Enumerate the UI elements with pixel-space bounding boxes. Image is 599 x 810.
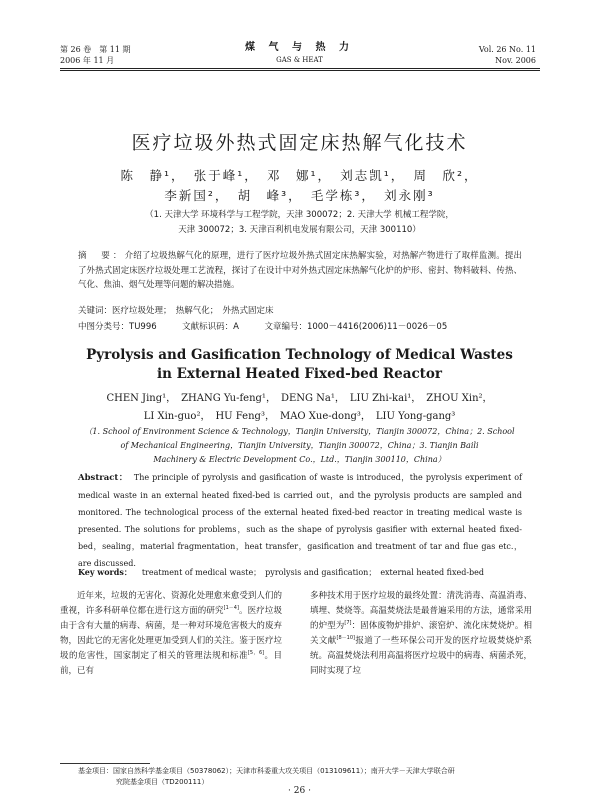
keywords-en — [78, 567, 522, 578]
body-left-text-1: 近年来，垃圾的无害化、资源化处理愈来愈受到人们的重视，许多科研单位都在进行这方面的研究 — [60, 591, 282, 616]
body-right-text-3: 报道了一些环保公司开发的医疗垃圾焚烧炉系统。高温焚烧法利用高温将医疗垃圾中的病毒、病菌杀死，同时实现了垃 — [310, 636, 532, 676]
keywords-cn-text: 医疗垃圾处理； 热解气化； 外热式固定床 — [112, 306, 274, 316]
journal-name-cn: 煤 气 与 热 力 — [245, 42, 354, 53]
affiliation-en-line2: of Mechanical Engineering，Tianjin University，Tianjin 300072，China；3. Tianjin Baili — [120, 441, 479, 450]
affiliation-en-line3: Machinery & Electric Development Co.，Ltd.，Tianjin 300110，China） — [153, 455, 446, 464]
keywords-en-text: treatment of medical waste； pyrolysis and gasification； external heated fixed-bed — [141, 568, 485, 577]
issue-date: 2006 年 11 月 — [60, 56, 115, 65]
abstract-cn-label: 摘 要： — [78, 251, 125, 261]
issue-date-en: Nov. 2006 — [495, 56, 536, 65]
body-right-text-2: ：固体废物炉排炉、滚窑炉、流化床焚烧炉。相关文献 — [310, 621, 532, 646]
authors-en-line2: LI Xin-guo²， HU Feng³， MAO Xue-dong³， LIU Yong-gang³ — [143, 411, 456, 422]
header-rule-2 — [60, 70, 540, 71]
keywords-en-label: Key words： — [78, 567, 132, 577]
body-left-column — [60, 589, 282, 679]
citation-8-10: [8－10] — [336, 635, 355, 642]
issue-info-en — [479, 44, 536, 66]
body-right-column — [310, 589, 532, 679]
keywords-cn-label: 关键词： — [78, 306, 113, 316]
affiliation-cn-line2: 天津 300072；3. 天津百利机电发展有限公司，天津 300110） — [178, 225, 421, 235]
body-right-text-1: 多种技术用于医疗垃圾的最终处置：清洗消毒、高温消毒、填埋、焚烧等。高温焚烧法是最普遍采用的方法，通常采用的炉型为 — [310, 591, 532, 631]
authors-en-line1: CHEN Jing¹， ZHANG Yu-feng¹， DENG Na¹， LIU Zhi-kai¹， ZHOU Xin²， — [106, 393, 493, 404]
body-left-text-2: 。医疗垃圾由于含有大量的病毒、病菌，是一种对环境危害极大的废弃物，因此它的无害化处理更加受到人们的关注。鉴于医疗垃圾的危害性，国家制定了相关的管理法规和标准 — [60, 606, 282, 661]
authors-cn-line2: 李新国²， 胡 峰³， 毛学栋³， 刘永刚³ — [164, 188, 435, 203]
keywords-cn — [78, 304, 274, 316]
title-en-line2: in External Heated Fixed-bed Reactor — [156, 366, 443, 382]
abstract-en-label: Abstract： — [78, 473, 128, 483]
citation-5-6: [5，6] — [247, 650, 265, 657]
volume-issue-en: Vol. 26 No. 11 — [478, 45, 536, 54]
affiliation-en-line1: （1. School of Environment Science & Technology，Tianjin University，Tianjin 300072，China；2. School — [84, 427, 515, 436]
authors-cn-line1: 陈 静¹， 张于峰¹， 邓 娜¹， 刘志凯¹， 周 欣²， — [120, 168, 479, 183]
volume-issue: 第 26 卷 第 11 期 — [60, 45, 131, 54]
citation-7: [7] — [344, 620, 352, 627]
affiliation-cn-line1: （1. 天津大学 环境科学与工程学院，天津 300072；2. 天津大学 机械工程学院， — [145, 210, 454, 220]
funding-line1: 基金项目：国家自然科学基金项目（50378062）；天津市科委重大攻关项目（013109611）；南开大学－天津大学联合研 — [78, 767, 455, 775]
funding-line2: 究院基金项目（TD200111） — [116, 778, 209, 786]
title-cn: 医疗垃圾外热式固定床热解气化技术 — [131, 132, 468, 154]
page-number: · 26 · — [288, 786, 311, 796]
abstract-cn-text: 介绍了垃圾热解气化的原理，进行了医疗垃圾外热式固定床热解实验，对热解产物进行了取样监测。提出了外热式固定床医疗垃圾处理工艺流程，探讨了在设计中对外热式固定床热解气化炉的炉形、密封、物料破料、传热、气化、焦油、烟气处理等问题的解决措施。 — [78, 251, 522, 290]
funding-footnote — [78, 766, 538, 788]
header-rule — [60, 68, 540, 69]
citation-1-4: [1－4] — [223, 605, 239, 612]
footnote-rule — [60, 763, 150, 764]
body-left-text-3: 。目前，已有 — [60, 651, 282, 676]
abstract-cn — [78, 249, 522, 293]
classification-info: 中图分类号：TU996 文献标识码：A 文章编号：1000－4416(2006)11－0026－05 — [78, 322, 448, 332]
title-en-line1: Pyrolysis and Gasification Technology of Medical Wastes — [86, 347, 513, 363]
abstract-en — [78, 469, 522, 572]
journal-name-en: GAS & HEAT — [276, 56, 323, 64]
abstract-en-text: The principle of pyrolysis and gasification of waste is introduced，the pyrolysis experiment of medical waste in an external heated fixed-bed is carried out，and the pyrolysis products are sampled and monitored. The technological process of the external heated fixed-bed reactor in treating medical waste is presented. The solutions for problems，such as the shape of pyrolysis gasifier with external heated fixed-bed，sealing，material fragmentation，heat transfer，gasification and treatment of tar and flue gas etc.，are discussed. — [78, 473, 522, 568]
